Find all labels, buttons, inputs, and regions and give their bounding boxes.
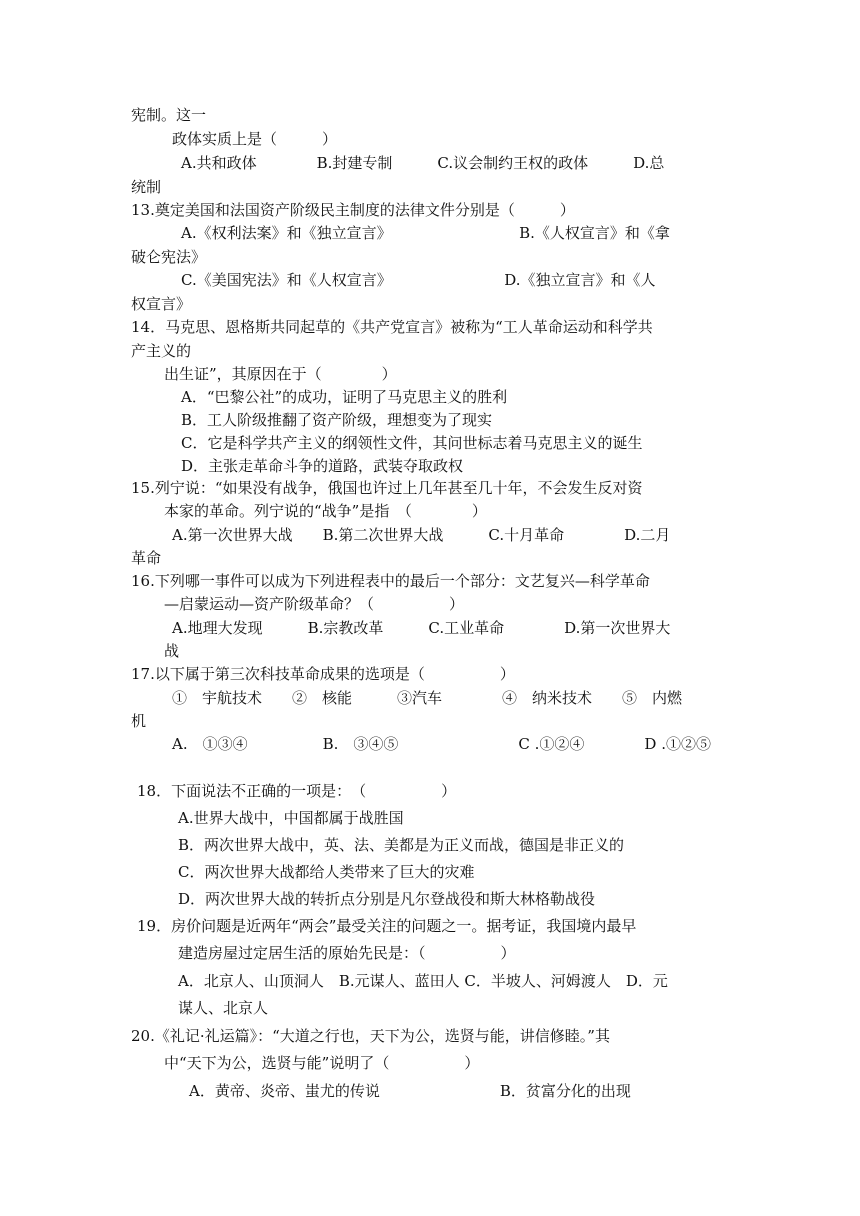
text-line: A.世界大战中，中国都属于战胜国 — [178, 809, 404, 827]
text-line: 战 — [164, 642, 180, 660]
text-line: 权宣言》 — [131, 295, 192, 313]
text-line: C．它是科学共产主义的纲领性文件，其问世标志着马克思主义的诞生 — [181, 434, 643, 452]
text-line: 18．下面说法不正确的一项是： （ ） — [137, 782, 457, 800]
text-line: A.共和政体 B.封建专制 C.议会制约王权的政体 D.总 — [181, 154, 665, 172]
text-line: 14．马克思、恩格斯共同起草的《共产党宣言》被称为“工人革命运动和科学共 — [131, 318, 653, 336]
text-line: —启蒙运动—资产阶级革命？（ ） — [164, 595, 465, 613]
text-line: 13.奠定美国和法国资产阶级民主制度的法律文件分别是（ ） — [131, 201, 575, 219]
text-line: 15.列宁说：“如果没有战争，俄国也许过上几年甚至几十年，不会发生反对资 — [131, 479, 643, 497]
text-line: 19．房价问题是近两年“两会”最受关注的问题之一。据考证，我国境内最早 — [137, 917, 637, 935]
text-line: A．北京人、山顶洞人 B.元谋人、蓝田人 C．半坡人、河姆渡人 D．元 — [178, 972, 668, 990]
text-line: 20.《礼记·礼运篇》：“大道之行也，天下为公，选贤与能，讲信修睦。”其 — [131, 1027, 610, 1045]
text-line: 16.下列哪一事件可以成为下列进程表中的最后一个部分：文艺复兴—科学革命 — [131, 572, 650, 590]
text-line: A.第一次世界大战 B.第二次世界大战 C.十月革命 D.二月 — [172, 526, 671, 544]
text-line: B．工人阶级推翻了资产阶级，理想变为了现实 — [181, 411, 493, 429]
text-line: C.《美国宪法》和《人权宣言》 D.《独立宣言》和《人 — [181, 271, 656, 289]
text-line: C．两次世界大战都给人类带来了巨大的灾难 — [178, 863, 475, 881]
text-line: 产主义的 — [131, 342, 192, 360]
text-line: A．“巴黎公社”的成功，证明了马克思主义的胜利 — [181, 388, 508, 406]
text-line: 17.以下属于第三次科技革命成果的选项是（ ） — [131, 665, 515, 683]
text-line: A.地理大发现 B.宗教改革 C.工业革命 D.第一次世界大 — [172, 619, 671, 637]
text-line: 本家的革命。列宁说的“战争”是指 （ ） — [164, 502, 487, 520]
text-line: A. ①③④ B. ③④⑤ C .①②④ D .①②⑤ — [172, 735, 711, 753]
text-line: A．黄帝、炎帝、蚩尤的传说 B．贫富分化的出现 — [189, 1082, 631, 1100]
text-line: A.《权利法案》和《独立宣言》 B.《人权宣言》和《拿 — [181, 224, 670, 242]
text-line: D．两次世界大战的转折点分别是凡尔登战役和斯大林格勒战役 — [178, 890, 596, 908]
text-line: 政体实质上是（ ） — [172, 130, 338, 148]
text-line: 宪制。这一 — [131, 106, 207, 124]
text-line: 中“天下为公，选贤与能”说明了（ ） — [164, 1054, 480, 1072]
text-line: 出生证”，其原因在于（ ） — [164, 365, 397, 383]
text-line: ① 宇航技术 ② 核能 ③汽车 ④ 纳米技术 ⑤ 内燃 — [172, 689, 683, 707]
text-line: 革命 — [131, 549, 162, 567]
text-line: D．主张走革命斗争的道路，武装夺取政权 — [181, 457, 464, 475]
text-line: 破仑宪法》 — [131, 248, 207, 266]
text-line: B．两次世界大战中，英、法、美都是为正义而战，德国是非正义的 — [178, 836, 625, 854]
text-line: 统制 — [131, 178, 162, 196]
text-line: 建造房屋过定居生活的原始先民是：（ ） — [178, 944, 516, 962]
text-line: 机 — [131, 712, 147, 730]
text-line: 谋人、北京人 — [178, 999, 269, 1017]
